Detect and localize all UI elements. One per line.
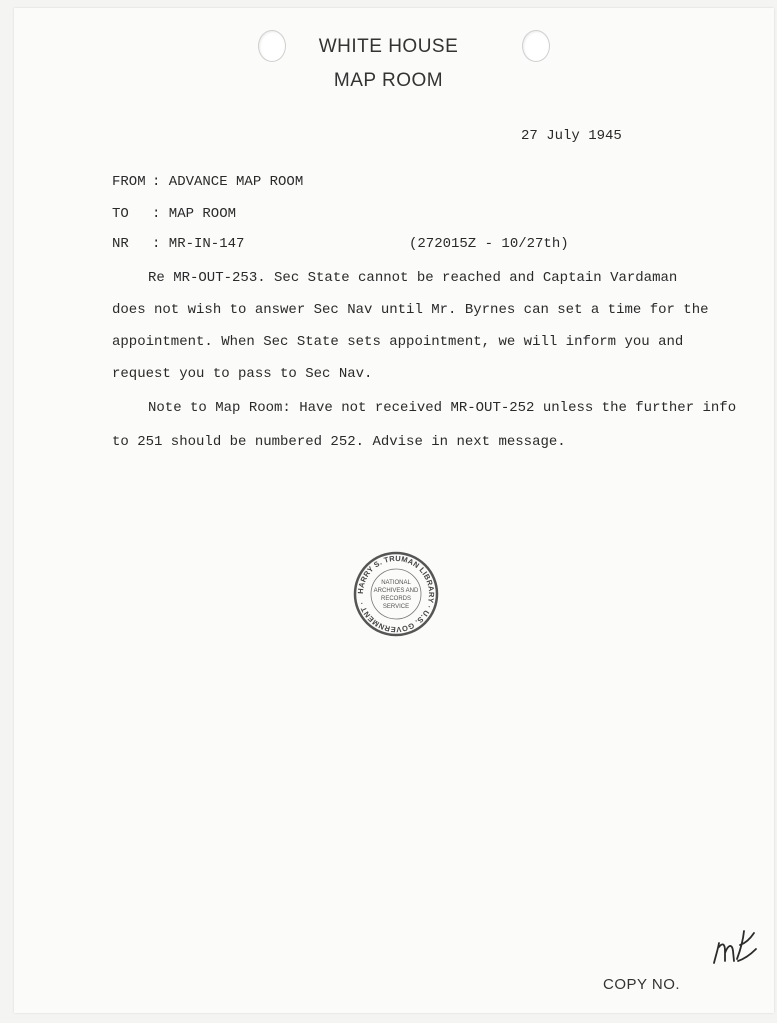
to-label: TO — [112, 206, 129, 222]
stamp-line: NATIONAL — [381, 580, 411, 586]
body-line: to 251 should be numbered 252. Advise in next message. — [112, 434, 566, 450]
stamp-line: SERVICE — [382, 604, 410, 610]
stamp-ring-text: HARRY S. TRUMAN LIBRARY · U.S. GOVERNMENT · — [355, 553, 437, 635]
archives-stamp — [351, 549, 441, 639]
stamp-line: RECORDS — [380, 596, 412, 602]
message-date: 27 July 1945 — [521, 128, 622, 144]
body-line: appointment. When Sec State sets appointment, we will inform you and — [112, 334, 684, 350]
document-page — [14, 8, 774, 1013]
body-line: request you to pass to Sec Nav. — [112, 366, 373, 382]
to-value: : MAP ROOM — [152, 206, 237, 222]
body-line: does not wish to answer Sec Nav until Mr. Byrnes can set a time for the — [112, 302, 709, 318]
letterhead-line-1: WHITE HOUSE — [318, 36, 459, 57]
date-time-group: (272015Z - 10/27th) — [409, 236, 569, 252]
from-label: FROM — [112, 174, 146, 190]
copy-number-label: COPY NO. — [603, 976, 681, 993]
letterhead-line-2: MAP ROOM — [333, 70, 444, 91]
handwritten-initials — [710, 925, 762, 973]
nr-value: : MR-IN-147 — [152, 236, 245, 252]
stamp-line: ARCHIVES AND — [373, 588, 419, 594]
nr-label: NR — [112, 236, 129, 252]
body-line: Re MR-OUT-253. Sec State cannot be reached and Captain Vardaman — [148, 270, 678, 286]
from-value: : ADVANCE MAP ROOM — [152, 174, 304, 190]
body-line: Note to Map Room: Have not received MR-OUT-252 unless the further info — [148, 400, 737, 416]
